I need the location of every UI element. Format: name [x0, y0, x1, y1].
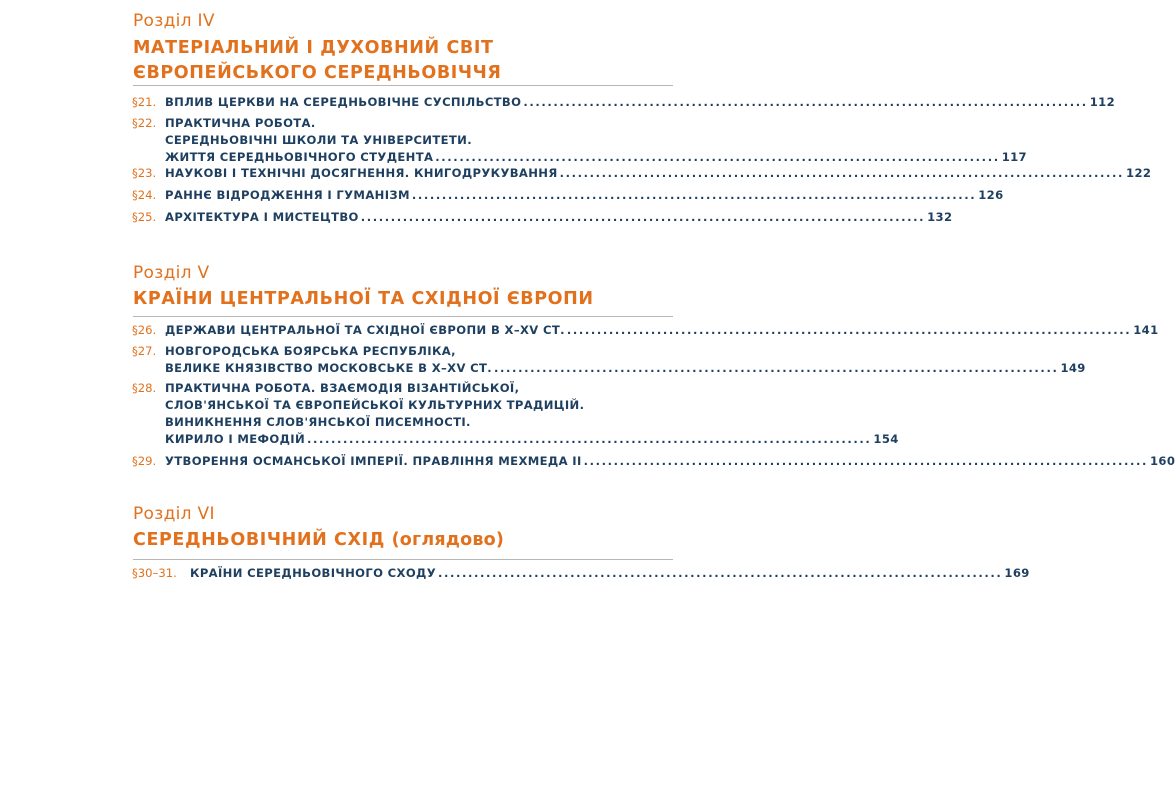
page-number: 154 [873, 432, 899, 446]
toc-entry[interactable] [132, 115, 1027, 166]
section-v [132, 262, 1175, 468]
entry-title-line: ПРАКТИЧНА РОБОТА. [165, 116, 316, 130]
page-number: 122 [1126, 166, 1152, 180]
entry-title: АРХІТЕКТУРА І МИСТЕЦТВО [165, 210, 359, 224]
entry-title: НАУКОВІ І ТЕХНІЧНІ ДОСЯГНЕННЯ. КНИГОДРУКУВАННЯ [165, 166, 558, 180]
paragraph-number: §28. [132, 381, 157, 395]
entry-title: РАННЄ ВІДРОДЖЕННЯ І ГУМАНІЗМ [165, 188, 410, 202]
toc-entry[interactable] [132, 187, 1004, 204]
toc-entry[interactable] [132, 565, 1030, 582]
paragraph-number: §21. [132, 95, 157, 109]
section-divider [133, 316, 673, 317]
dot-leader: .............................................................................................. [435, 150, 1000, 164]
toc-entry[interactable] [132, 380, 899, 448]
dot-leader: .............................................................................................. [494, 361, 1059, 375]
paragraph-number: §22. [132, 116, 157, 130]
toc-entry[interactable] [132, 453, 1175, 470]
dot-leader: .............................................................................................. [411, 188, 977, 202]
page-number: 117 [1001, 150, 1027, 164]
section-title-line: ЄВРОПЕЙСЬКОГО СЕРЕДНЬОВІЧЧЯ [133, 63, 502, 83]
toc-entry[interactable] [132, 165, 1152, 182]
section-title-suffix: (оглядово) [391, 530, 505, 550]
dot-leader: .............................................................................................. [566, 323, 1132, 337]
entry-title: ДЕРЖАВИ ЦЕНТРАЛЬНОЇ ТА СХІДНОЇ ЄВРОПИ В Х–XV СТ. [165, 323, 565, 337]
entry-title-line: СЕРЕДНЬОВІЧНІ ШКОЛИ ТА УНІВЕРСИТЕТИ. [165, 133, 472, 147]
section-label: Розділ V [133, 263, 210, 283]
page-number: 126 [978, 188, 1004, 202]
entry-title-line: НОВГОРОДСЬКА БОЯРСЬКА РЕСПУБЛІКА, [165, 344, 456, 358]
dot-leader: .............................................................................................. [583, 454, 1149, 468]
page-number: 132 [927, 210, 953, 224]
toc-entry[interactable] [132, 343, 1086, 377]
page-number: 141 [1133, 323, 1159, 337]
section-title-line: МАТЕРІАЛЬНИЙ І ДУХОВНИЙ СВІТ [133, 38, 494, 58]
section-vi [132, 503, 1030, 580]
entry-title-line: СЛОВ'ЯНСЬКОЇ ТА ЄВРОПЕЙСЬКОЇ КУЛЬТУРНИХ ТРАДИЦІЙ. [165, 398, 585, 412]
page-number: 149 [1060, 361, 1086, 375]
paragraph-number: §26. [132, 323, 157, 337]
page-number: 160 [1150, 454, 1175, 468]
dot-leader: .............................................................................................. [307, 432, 872, 446]
section-iv [132, 10, 1152, 224]
page-number: 112 [1089, 95, 1115, 109]
entry-title-line: ПРАКТИЧНА РОБОТА. ВЗАЄМОДІЯ ВІЗАНТІЙСЬКОЇ, [165, 381, 520, 395]
entry-title-line: ВИНИКНЕННЯ СЛОВ'ЯНСЬКОЇ ПИСЕМНОСТІ. [165, 415, 471, 429]
entry-title-line: ЖИТТЯ СЕРЕДНЬОВІЧНОГО СТУДЕНТА [165, 150, 434, 164]
section-divider [133, 85, 673, 86]
entry-title: УТВОРЕННЯ ОСМАНСЬКОЇ ІМПЕРІЇ. ПРАВЛІННЯ МЕХМЕДА II [165, 454, 582, 468]
section-divider [133, 559, 673, 560]
paragraph-number: §23. [132, 166, 157, 180]
section-label: Розділ IV [133, 11, 215, 31]
dot-leader: .............................................................................................. [559, 166, 1125, 180]
toc-entry[interactable] [132, 322, 1159, 339]
entry-title-line: ВЕЛИКЕ КНЯЗІВСТВО МОСКОВСЬКЕ В Х–XV СТ. [165, 361, 493, 375]
page-number: 169 [1004, 566, 1030, 580]
entry-title: ВПЛИВ ЦЕРКВИ НА СЕРЕДНЬОВІЧНЕ СУСПІЛЬСТВО [165, 95, 522, 109]
toc-entry[interactable] [132, 94, 1115, 111]
section-title-line [133, 528, 673, 553]
paragraph-number: §25. [132, 210, 157, 224]
paragraph-number: §27. [132, 344, 157, 358]
paragraph-number: §30–31. [132, 566, 177, 580]
section-title-line: КРАЇНИ ЦЕНТРАЛЬНОЇ ТА СХІДНОЇ ЄВРОПИ [133, 289, 594, 309]
paragraph-number: §24. [132, 188, 157, 202]
dot-leader: .............................................................................................. [360, 210, 926, 224]
section-title-main: СЕРЕДНЬОВІЧНИЙ СХІД [133, 530, 385, 550]
section-label: Розділ VI [133, 504, 215, 524]
dot-leader: .............................................................................................. [438, 566, 1003, 580]
toc-entry[interactable] [132, 209, 953, 226]
entry-title-line: КИРИЛО І МЕФОДІЙ [165, 432, 306, 446]
paragraph-number: §29. [132, 454, 157, 468]
dot-leader: .............................................................................................. [523, 95, 1088, 109]
entry-title: КРАЇНИ СЕРЕДНЬОВІЧНОГО СХОДУ [190, 566, 436, 580]
